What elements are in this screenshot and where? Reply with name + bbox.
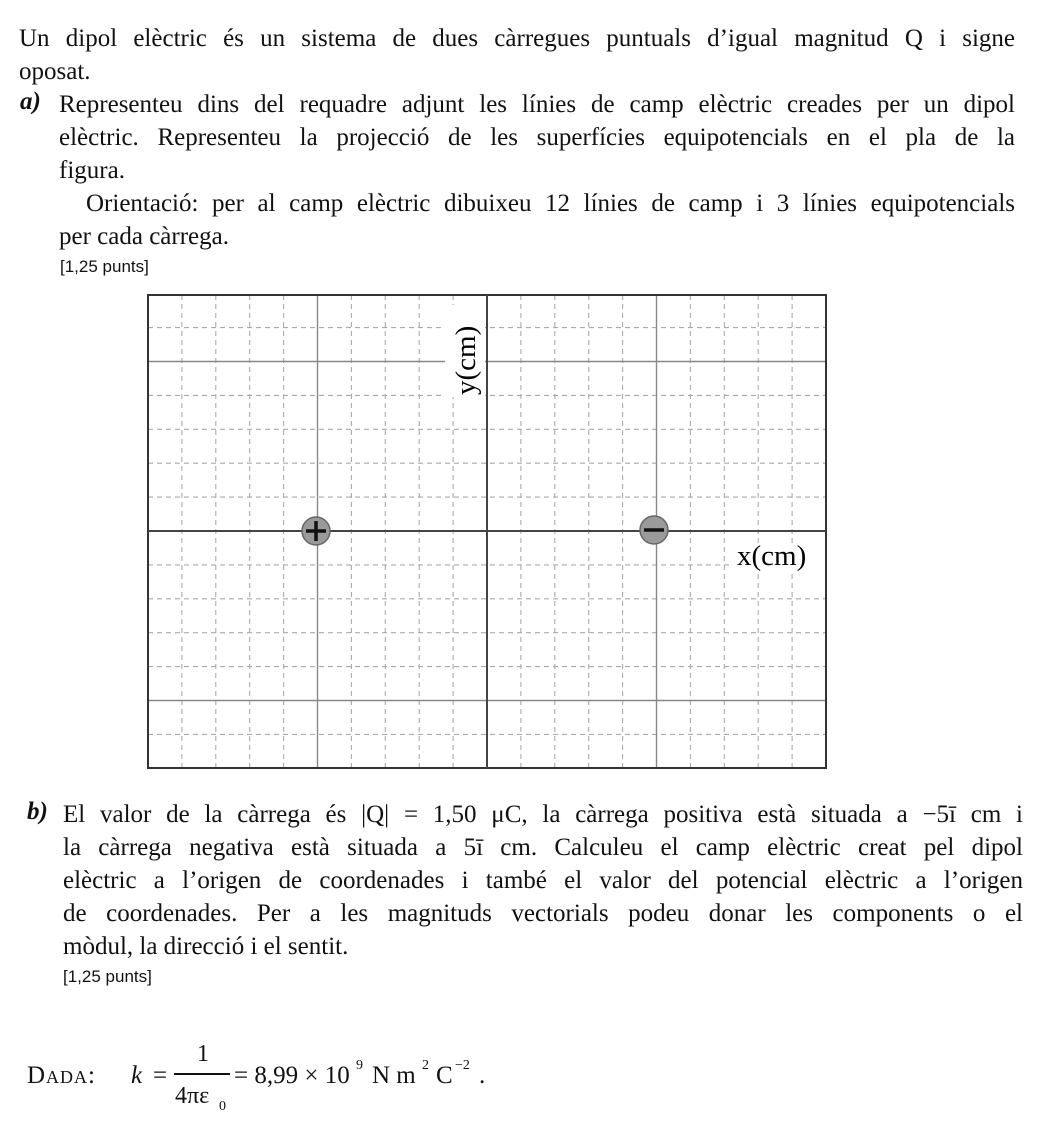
part-b-line-1: El valor de la càrrega és |Q| = 1,50 μC, la càrrega positiva està situada a −5ī cm i [63,801,1023,828]
data-label: Dada: [27,1062,96,1089]
part-a-line-2: elèctric. Representeu la projecció de les superfícies equipotencials en el pla de la [59,124,1015,151]
part-a-orientation-line-1: Orientació: per al camp elèctric dibuixeu 12 línies de camp i 3 línies equipotencials [86,190,1015,217]
part-b-line-4: de coordenades. Per a les magnituds vectorials podeu donar les components o el [63,900,1023,927]
positive-charge [302,517,330,545]
fraction-denominator: 4πε [175,1083,210,1109]
fraction-bar [174,1073,230,1075]
units-exponent-2: −2 [455,1058,470,1073]
k-equals: = [153,1062,168,1089]
constant-value: = 8,99 × 10 [234,1062,350,1089]
k-symbol: k [131,1062,143,1089]
constant-exponent: 9 [356,1058,363,1073]
part-b-points: [1,25 punts] [63,967,152,986]
dipole-figure [145,293,829,771]
fraction-numerator: 1 [197,1041,209,1067]
part-a-label: a) [20,88,41,115]
part-b-line-3: elèctric a l’origen de coordenades i també el valor del potencial elèctric a l’origen [63,867,1023,894]
part-a-orientation-line-2: per cada càrrega. [59,223,229,250]
x-axis-label: x(cm) [737,540,807,572]
part-b-line-2: la càrrega negativa està situada a 5ī cm. Calculeu el camp elèctric creat pel dipol [63,834,1023,861]
part-b-label: b) [27,798,48,825]
fraction-denominator-subscript: 0 [219,1099,226,1114]
intro-line-1: Un dipol elèctric és un sistema de dues càrregues puntuals d’igual magnitud Q i signe [19,25,1015,52]
part-b-line-5: mòdul, la direcció i el sentit. [63,933,349,960]
part-a-line-1: Representeu dins del requadre adjunt les línies de camp elèctric creades per un dipol [59,91,1015,118]
final-period: . [479,1062,486,1089]
part-a-points: [1,25 punts] [60,257,149,276]
intro-line-2: oposat. [19,58,91,85]
part-a-line-3: figura. [59,157,125,184]
units-nm: N m [372,1062,416,1089]
y-axis-label: y(cm) [450,325,482,395]
units-c: C [436,1062,453,1089]
units-exponent-1: 2 [422,1058,429,1073]
negative-charge [640,516,668,544]
